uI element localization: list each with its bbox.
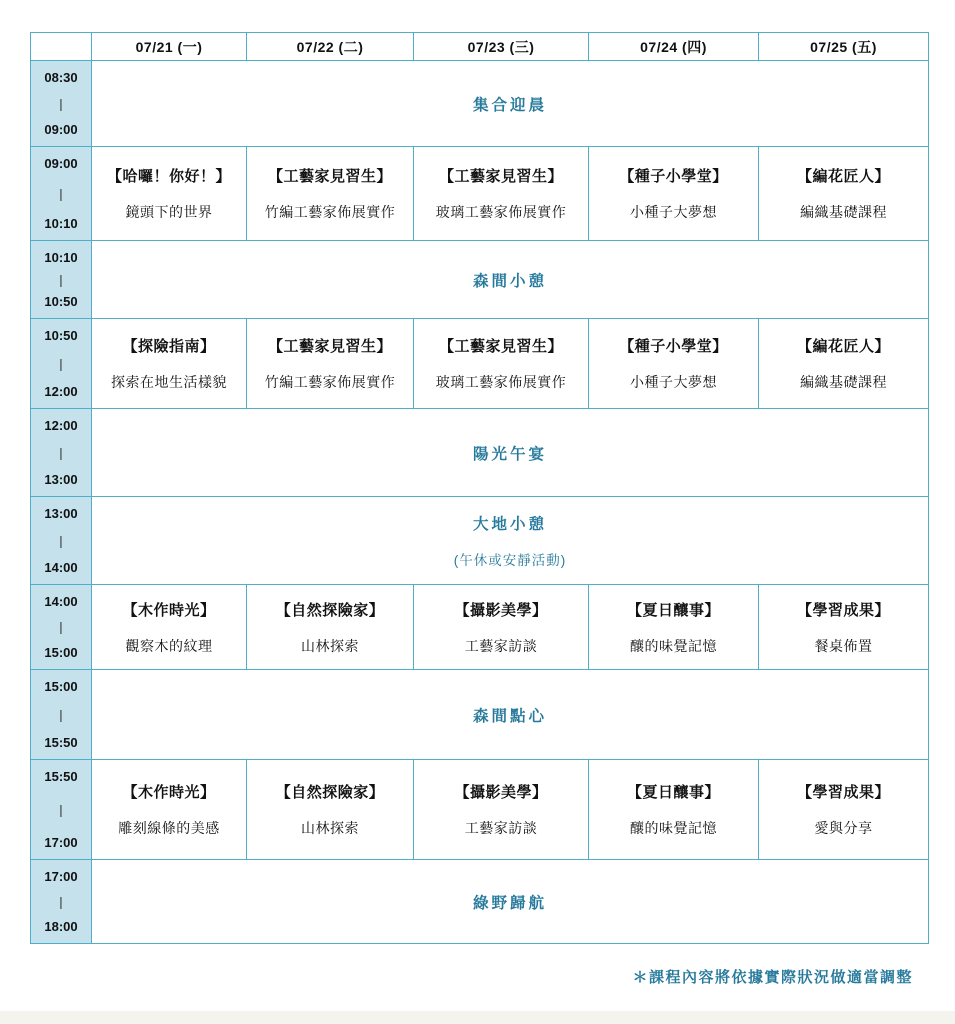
time-cell [31, 409, 92, 497]
time-separator: | [59, 707, 63, 722]
activity-span-cell [92, 497, 929, 585]
course-title: 【探險指南】 [122, 338, 216, 355]
course-title: 【工藝家見習生】 [438, 168, 563, 185]
course-subtitle: 愛與分享 [814, 820, 873, 836]
footnote: ＊課程內容將依據實際狀況做適當調整 [632, 969, 913, 986]
course-cell [247, 147, 414, 241]
time-end: 09:00 [44, 122, 78, 137]
time-cell [31, 670, 92, 760]
course-title: 【夏日釀事】 [626, 784, 720, 801]
time-start: 15:50 [44, 769, 78, 784]
time-cell [31, 61, 92, 147]
course-subtitle: 鏡頭下的世界 [125, 204, 213, 220]
course-title: 【攝影美學】 [454, 784, 548, 801]
course-cell [589, 319, 759, 409]
row-forest-break [31, 241, 929, 319]
row-session-1 [31, 147, 929, 241]
course-title: 【木作時光】 [122, 784, 216, 801]
course-title: 【編花匠人】 [796, 168, 890, 185]
time-start: 08:30 [44, 70, 78, 85]
header-row [31, 33, 929, 61]
time-separator: | [59, 96, 63, 111]
time-end: 10:50 [44, 294, 78, 309]
activity-title: 森間小憩 [472, 272, 547, 290]
course-cell [414, 319, 589, 409]
course-cell [247, 319, 414, 409]
activity-subtitle: (午休或安靜活動) [453, 553, 567, 568]
course-cell [92, 147, 247, 241]
course-subtitle: 竹編工藝家佈展實作 [264, 374, 396, 390]
course-cell [92, 319, 247, 409]
row-session-3 [31, 585, 929, 670]
course-cell [247, 585, 414, 670]
time-separator: | [59, 272, 63, 287]
course-title: 【工藝家見習生】 [267, 338, 392, 355]
course-subtitle: 小種子大夢想 [630, 204, 717, 220]
time-separator: | [59, 802, 63, 817]
course-subtitle: 山林探索 [301, 637, 359, 654]
course-cell [92, 760, 247, 860]
course-title: 【工藝家見習生】 [267, 168, 392, 185]
course-cell [414, 147, 589, 241]
time-end: 15:50 [44, 735, 78, 750]
activity-title: 綠野歸航 [472, 894, 547, 912]
course-title: 【種子小學堂】 [619, 338, 728, 355]
time-cell [31, 860, 92, 944]
course-subtitle: 竹編工藝家佈展實作 [264, 204, 396, 220]
activity-title: 陽光午宴 [472, 445, 547, 463]
course-subtitle: 觀察木的紋理 [125, 637, 213, 654]
time-separator: | [59, 186, 63, 201]
time-start: 15:00 [44, 679, 78, 694]
course-subtitle: 編織基礎課程 [800, 374, 887, 390]
day-header-wed: 07/23 (三) [414, 33, 589, 61]
activity-title: 集合迎晨 [472, 96, 547, 114]
time-start: 10:50 [44, 328, 78, 343]
activity-title: 大地小憩 [472, 516, 547, 533]
schedule-table [30, 32, 929, 944]
row-rest [31, 497, 929, 585]
time-start: 12:00 [44, 418, 78, 433]
activity-title: 森間點心 [472, 707, 547, 725]
time-end: 12:00 [44, 384, 78, 399]
course-cell [589, 147, 759, 241]
row-session-2 [31, 319, 929, 409]
course-subtitle: 餐桌佈置 [814, 637, 873, 654]
activity-span-cell [92, 860, 929, 944]
course-subtitle: 釀的味覺記憶 [630, 637, 717, 654]
course-subtitle: 編織基礎課程 [800, 204, 887, 220]
time-separator: | [59, 356, 63, 371]
time-end: 10:10 [44, 216, 78, 231]
day-header-tue: 07/22 (二) [247, 33, 414, 61]
row-snack [31, 670, 929, 760]
course-cell [414, 585, 589, 670]
bottom-strip [0, 1011, 955, 1024]
time-separator: | [59, 445, 63, 460]
course-subtitle: 工藝家訪談 [464, 637, 538, 654]
time-start: 17:00 [44, 869, 78, 884]
activity-span-cell [92, 241, 929, 319]
course-title: 【學習成果】 [796, 784, 890, 801]
course-title: 【編花匠人】 [796, 338, 890, 355]
course-title: 【種子小學堂】 [619, 168, 728, 185]
activity-span-cell [92, 61, 929, 147]
time-separator: | [59, 533, 63, 548]
time-cell [31, 585, 92, 670]
time-cell [31, 241, 92, 319]
time-cell [31, 760, 92, 860]
day-header-mon: 07/21 (一) [92, 33, 247, 61]
time-separator: | [59, 619, 63, 635]
course-subtitle: 山林探索 [301, 820, 359, 836]
course-title: 【自然探險家】 [275, 601, 385, 619]
day-header-thu: 07/24 (四) [589, 33, 759, 61]
course-cell [414, 760, 589, 860]
course-cell [589, 585, 759, 670]
course-cell [759, 147, 929, 241]
day-header-fri: 07/25 (五) [759, 33, 929, 61]
course-cell [589, 760, 759, 860]
time-cell [31, 497, 92, 585]
course-title: 【攝影美學】 [454, 601, 548, 619]
course-title: 【哈囉！你好！】 [106, 168, 231, 185]
time-end: 18:00 [44, 919, 78, 934]
row-lunch [31, 409, 929, 497]
activity-span-cell [92, 670, 929, 760]
course-title: 【自然探險家】 [275, 784, 385, 801]
time-end: 17:00 [44, 835, 78, 850]
time-cell [31, 147, 92, 241]
time-end: 15:00 [44, 645, 78, 660]
course-subtitle: 工藝家訪談 [464, 820, 538, 836]
course-cell [759, 760, 929, 860]
course-cell [247, 760, 414, 860]
time-end: 13:00 [44, 472, 78, 487]
course-subtitle: 探索在地生活樣貌 [111, 374, 227, 390]
time-start: 10:10 [44, 250, 78, 265]
time-start: 13:00 [44, 506, 78, 521]
course-subtitle: 釀的味覺記憶 [630, 820, 717, 836]
row-session-4 [31, 760, 929, 860]
course-subtitle: 玻璃工藝家佈展實作 [435, 374, 567, 390]
course-title: 【夏日釀事】 [626, 601, 720, 619]
course-title: 【木作時光】 [122, 601, 216, 619]
time-separator: | [59, 894, 63, 909]
time-cell [31, 319, 92, 409]
course-subtitle: 雕刻線條的美感 [118, 820, 220, 836]
course-subtitle: 玻璃工藝家佈展實作 [435, 204, 567, 220]
course-cell [92, 585, 247, 670]
time-start: 09:00 [44, 156, 78, 171]
course-title: 【工藝家見習生】 [438, 338, 563, 355]
course-title: 【學習成果】 [796, 601, 890, 619]
activity-span-cell [92, 409, 929, 497]
time-end: 14:00 [44, 560, 78, 575]
course-subtitle: 小種子大夢想 [630, 374, 717, 390]
corner-cell [31, 33, 92, 61]
row-departure [31, 860, 929, 944]
course-cell [759, 585, 929, 670]
time-start: 14:00 [44, 594, 78, 609]
course-cell [759, 319, 929, 409]
row-morning-assembly [31, 61, 929, 147]
